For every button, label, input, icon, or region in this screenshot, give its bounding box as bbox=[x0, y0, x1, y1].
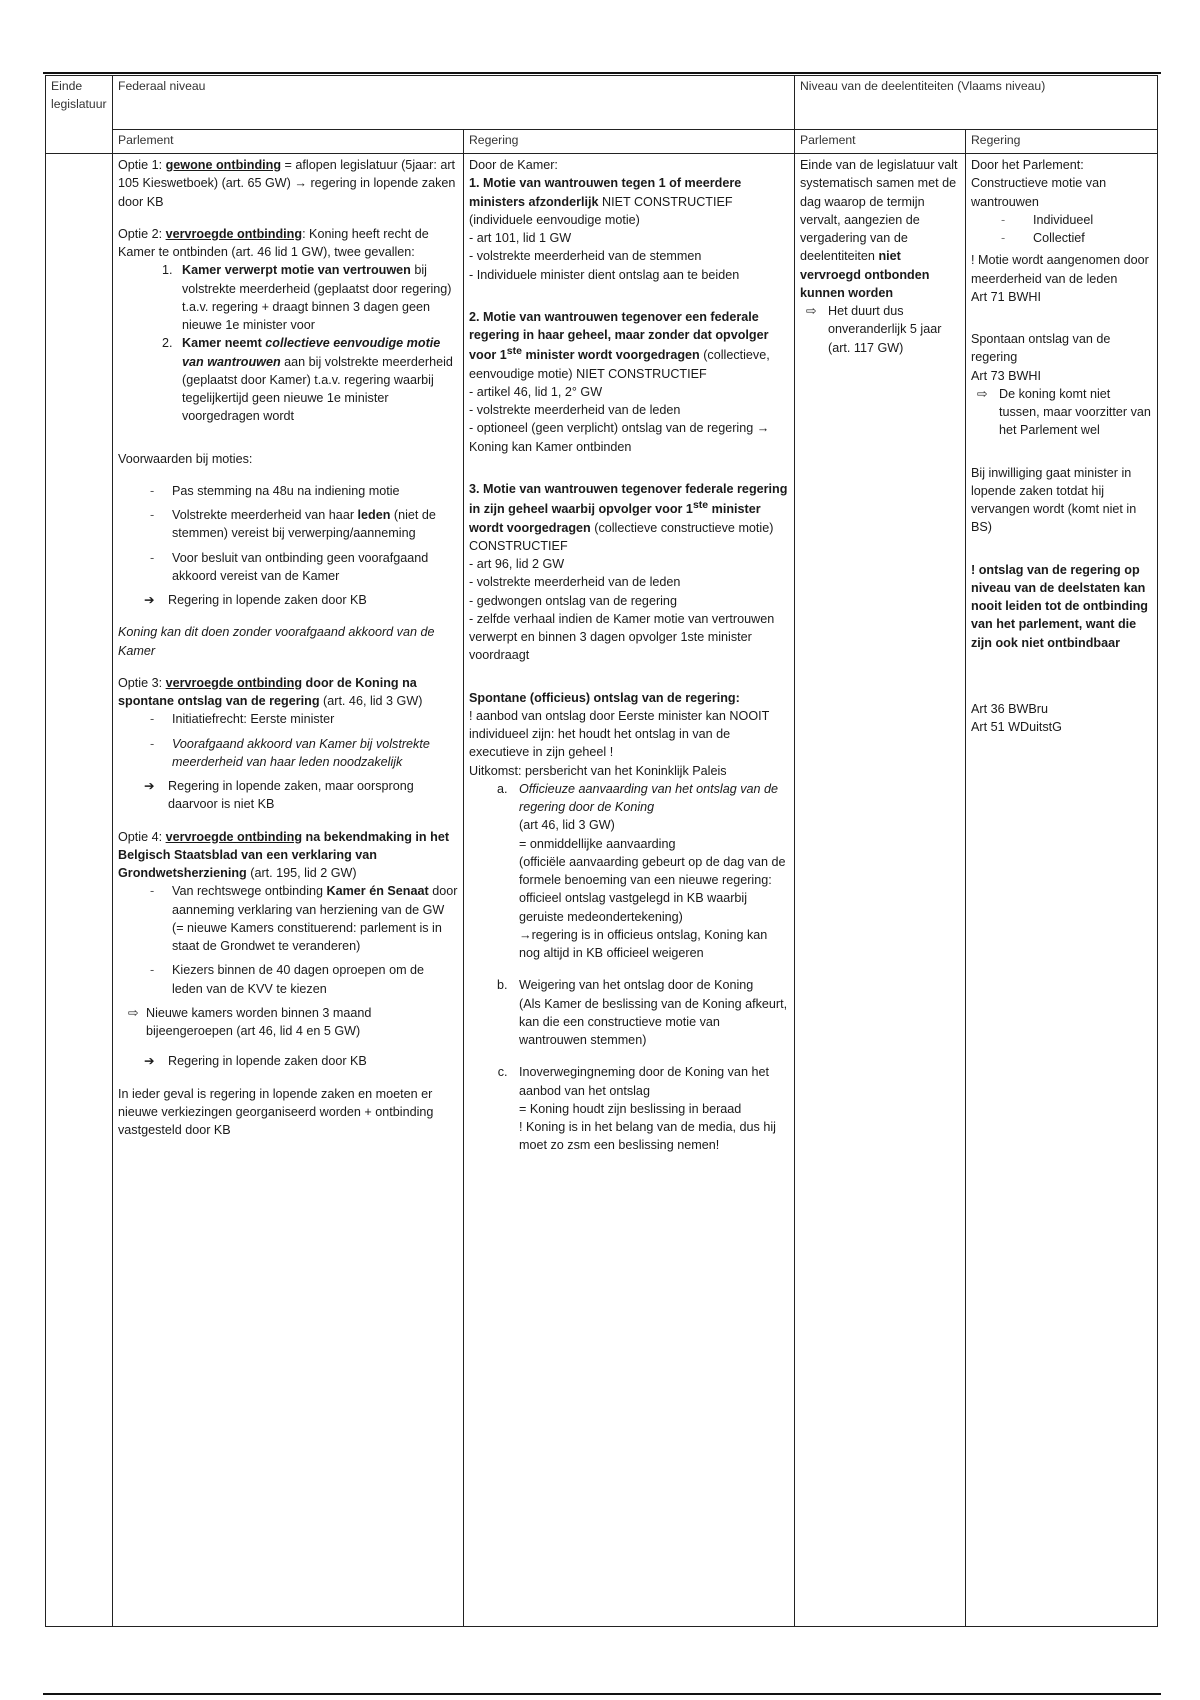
motie-1-title: 1. Motie van wantrouwen tegen 1 of meerdere ministers afzonderlijk NIET CONSTRUCTIEF bbox=[469, 176, 742, 209]
header-federaal-parlement: Parlement bbox=[113, 130, 464, 154]
comparison-table bbox=[45, 75, 1158, 1627]
arrow-right-icon: ➔ bbox=[144, 593, 155, 607]
optie-2-list bbox=[118, 261, 458, 425]
vlaams-regering-line: Door het Parlement: bbox=[971, 158, 1084, 172]
motie-1-line: - art 101, lid 1 GW bbox=[469, 231, 572, 245]
vlaams-regering-line: Spontaan ontslag van de regering bbox=[971, 332, 1111, 365]
optie-3-item: - Voorafgaand akkoord van Kamer bij volstrekte meerderheid van haar leden noodzakelijk bbox=[150, 735, 458, 772]
vlaams-regering-line: Art 36 BWBru bbox=[971, 701, 1048, 716]
voorwaarde-item: - Voor besluit van ontbinding geen voorafgaand akkoord vereist van de Kamer bbox=[150, 549, 458, 586]
voorwaarden-heading: Voorwaarden bij moties: bbox=[118, 451, 253, 466]
ontslag-option-b: b. Weigering van het ontslag door de Koning (Als Kamer de beslissing van de Koning afkeurt, kan die een constructieve motie van wantrouwen stemmen) bbox=[511, 976, 789, 1049]
federaal-regering-cell bbox=[464, 154, 795, 1627]
optie-1: Optie 1: gewone ontbinding = aflopen legislatuur (5jaar: art 105 Kieswetboek) (art. 65 GW) → regering in lopende zaken door KB bbox=[118, 158, 456, 209]
ontslag-option-a: a. Officieuze aanvaarding van het ontslag van de regering door de Koning (art 46, lid 3 GW) = onmiddellijke aanvaarding (officiële aanvaarding gebeurt op de dag van de formele benoeming van een nieuwe regering: officieel ontslag vastgelegd in KB waarbij geruiste medeondertekening) →regering is in officieus ontslag, Koning kan nog altijd in KB officieel weigeren bbox=[511, 780, 789, 963]
vlaams-regering-line: Art 71 BWHI bbox=[971, 289, 1041, 304]
header-deelentiteiten: Niveau van de deelentiteiten (Vlaams niveau) bbox=[795, 76, 1158, 130]
ontslag-options-list bbox=[469, 780, 789, 1155]
hollow-arrow-icon: ⇨ bbox=[806, 304, 817, 318]
body-row bbox=[46, 154, 1158, 1627]
optie-3-list bbox=[118, 710, 458, 771]
optie-2-item: 2. Kamer neemt collectieve eenvoudige motie van wantrouwen aan bij volstrekte meerderheid (geplaatst door Kamer) t.a.v. regering waarbij tegelijkertijd geen nieuwe 1e minister voorgedragen wordt bbox=[176, 334, 458, 425]
motie-2-line: - optioneel (geen verplicht) ontslag van de regering → Koning kan Kamer ontbinden bbox=[469, 421, 770, 454]
motie-1-line: - Individuele minister dient ontslag aan te beiden bbox=[469, 267, 740, 282]
hollow-arrow-icon: ⇨ bbox=[128, 1005, 139, 1020]
motie-type-item: - Collectief bbox=[1001, 229, 1152, 247]
optie-2: Optie 2: vervroegde ontbinding: Koning heeft recht de Kamer te ontbinden (art. 46 lid 1 GW), twee gevallen: bbox=[118, 226, 429, 259]
motie-3-title: 3. Motie van wantrouwen tegenover federale regering in zijn geheel waarbij opvolger voor 1ste minister wordt voorgedragen (collectieve constructieve motie) CONSTRUCTIEF bbox=[469, 481, 788, 553]
motie-type-item: - Individueel bbox=[1001, 211, 1152, 229]
motie-2-line: - artikel 46, lid 1, 2° GW bbox=[469, 384, 603, 399]
optie-4-item: - Van rechtswege ontbinding Kamer én Senaat door aanneming verklaring van herziening van de GW (= nieuwe Kamers constituerend: parlement is in staat de Grondwet te veranderen) bbox=[150, 882, 458, 955]
optie-2-item: 1. Kamer verwerpt motie van vertrouwen bij volstrekte meerderheid (geplaatst door regering) t.a.v. regering + draagt binnen 3 dagen geen nieuwe 1e minister voor bbox=[176, 261, 458, 334]
optie-4-item: - Kiezers binnen de 40 dagen oproepen om de leden van de KVV te kiezen bbox=[150, 961, 458, 998]
regering-intro: Door de Kamer: bbox=[469, 158, 558, 172]
einde-legislatuur-cell bbox=[46, 154, 113, 1627]
optie-4-note: ⇨ Nieuwe kamers worden binnen 3 maand bijeengeroepen (art 46, lid 4 en 5 GW) bbox=[128, 1005, 372, 1038]
header-einde-legislatuur: Einde legislatuur bbox=[46, 76, 113, 154]
bottom-rule bbox=[43, 1693, 1161, 1695]
voorwaarde-item: - Volstrekte meerderheid van haar leden (niet de stemmen) vereist bij verwerping/aanneming bbox=[150, 506, 458, 543]
vlaams-regering-line: Art 73 BWHI bbox=[971, 368, 1041, 383]
header-vlaams-parlement: Parlement bbox=[795, 130, 966, 154]
header-federaal: Federaal niveau bbox=[113, 76, 795, 130]
header-federaal-regering: Regering bbox=[464, 130, 795, 154]
header-row-2 bbox=[46, 130, 1158, 154]
vlaams-parlement-cell bbox=[795, 154, 966, 1627]
vlaams-regering-note: ⇨ De koning komt niet tussen, maar voorzitter van het Parlement wel bbox=[977, 386, 1151, 438]
arrow-right-icon: ➔ bbox=[144, 1054, 155, 1069]
vlaams-parlement-note: ⇨ Het duurt dus onveranderlijk 5 jaar (art. 117 GW) bbox=[806, 304, 942, 355]
spontaan-ontslag-line: ! aanbod van ontslag door Eerste minister kan NOOIT individueel zijn: het houdt het ontslag in van de executieve in zijn geheel ! bbox=[469, 708, 770, 760]
motie-2-line: - volstrekte meerderheid van de leden bbox=[469, 403, 681, 418]
vlaams-regering-line: ! Motie wordt aangenomen door meerderheid van de leden bbox=[971, 253, 1149, 286]
motie-1-line: (individuele eenvoudige motie) bbox=[469, 212, 640, 227]
slot-tekst: In ieder geval is regering in lopende zaken en moeten er nieuwe verkiezingen georganiseerd worden + ontbinding vastgesteld door KB bbox=[118, 1086, 434, 1137]
voorwaarde-item: - Pas stemming na 48u na indiening motie bbox=[150, 482, 458, 500]
voorwaarden-list bbox=[118, 482, 458, 585]
motie-3-line: - volstrekte meerderheid van de leden bbox=[469, 575, 681, 590]
motie-types-list bbox=[971, 211, 1152, 248]
motie-3-line: - zelfde verhaal indien de Kamer motie van vertrouwen verwerpt en binnen 3 dagen opvolger 1ste minister voordraagt bbox=[469, 611, 775, 663]
vlaams-regering-line: Constructieve motie van wantrouwen bbox=[971, 176, 1107, 209]
top-rule bbox=[43, 72, 1161, 74]
hollow-arrow-icon: ⇨ bbox=[977, 386, 988, 401]
vlaams-regering-warning: ! ontslag van de regering op niveau van de deelstaten kan nooit leiden tot de ontbinding van het parlement, want die zijn ook niet ontbindbaar bbox=[971, 562, 1148, 650]
spontaan-ontslag-line: Uitkomst: persbericht van het Koninklijk Paleis bbox=[469, 763, 727, 778]
vlaams-parlement-text: Einde van de legislatuur valt systematisch samen met de dag waarop de termijn vervalt, aangezien de vergadering van de deelentiteiten niet vervroegd ontbonden kunnen worden bbox=[800, 158, 958, 300]
koning-note: Koning kan dit doen zonder voorafgaand akkoord van de Kamer bbox=[118, 625, 435, 658]
voorwaarden-conclusion: ➔ Regering in lopende zaken door KB bbox=[118, 591, 458, 609]
optie-3-item: - Initiatiefrecht: Eerste minister bbox=[150, 710, 458, 728]
optie-3: Optie 3: vervroegde ontbinding door de Koning na spontane ontslag van de regering (art. 46, lid 3 GW) bbox=[118, 675, 423, 708]
optie-4-list bbox=[118, 882, 458, 998]
header-row-1 bbox=[46, 76, 1158, 130]
vlaams-regering-line: Art 51 WDuitstG bbox=[971, 720, 1062, 734]
motie-1-line: - volstrekte meerderheid van de stemmen bbox=[469, 249, 702, 264]
vlaams-regering-line: Bij inwilliging gaat minister in lopende zaken totdat hij vervangen wordt (komt niet in BS) bbox=[971, 465, 1137, 535]
spontaan-ontslag-title: Spontane (officieus) ontslag van de regering: bbox=[469, 690, 740, 705]
arrow-right-icon: ➔ bbox=[144, 779, 155, 793]
motie-3-line: - art 96, lid 2 GW bbox=[469, 557, 565, 572]
header-vlaams-regering: Regering bbox=[966, 130, 1158, 154]
optie-4: Optie 4: vervroegde ontbinding na bekendmaking in het Belgisch Staatsblad van een verklaring van Grondwetsherziening (art. 195, lid 2 GW) bbox=[118, 829, 450, 880]
vlaams-regering-cell bbox=[966, 154, 1158, 1627]
optie-4-conclusion: ➔ Regering in lopende zaken door KB bbox=[118, 1052, 458, 1070]
optie-3-conclusion: ➔ Regering in lopende zaken, maar oorsprong daarvoor is niet KB bbox=[144, 779, 414, 812]
federaal-parlement-cell bbox=[113, 154, 464, 1627]
motie-3-line: - gedwongen ontslag van de regering bbox=[469, 593, 677, 608]
ontslag-option-c: c. Inoverwegingneming door de Koning van het aanbod van het ontslag = Koning houdt zijn beslissing in beraad ! Koning is in het belang van de media, dus hij moet zo zsm een beslissing nemen! bbox=[511, 1063, 789, 1154]
motie-2-title: 2. Motie van wantrouwen tegenover een federale regering in haar geheel, maar zonder dat opvolger voor 1ste minister wordt voorgedragen (collectieve, eenvoudige motie) NIET CONSTRUCTIEF bbox=[469, 309, 770, 381]
